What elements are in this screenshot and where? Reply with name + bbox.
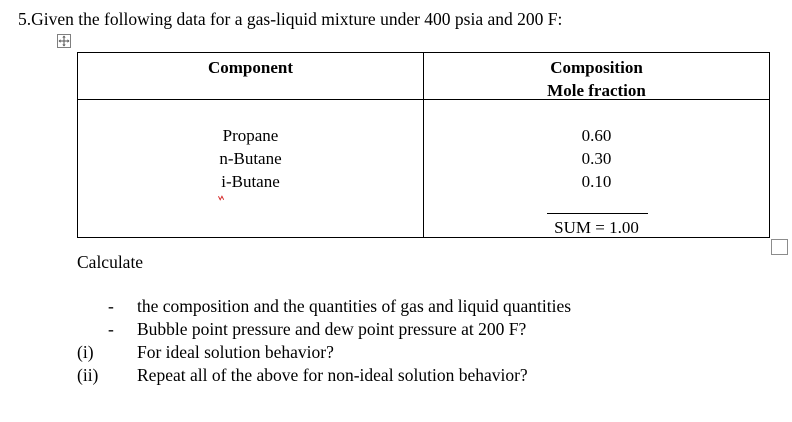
- table-resize-icon[interactable]: [771, 239, 788, 255]
- list-marker: (i): [77, 342, 94, 362]
- table-move-handle-icon[interactable]: [57, 34, 71, 48]
- list-marker: -: [108, 319, 114, 339]
- mole-fraction-value: 0.10: [581, 172, 612, 191]
- header-composition: [424, 56, 769, 102]
- spellcheck-squiggle-icon: [218, 195, 225, 201]
- header-composition-line1: Composition: [550, 58, 643, 77]
- move-arrows-icon: [58, 35, 70, 47]
- component-names-cell: [78, 124, 423, 193]
- component-name: i-Butane: [221, 172, 280, 191]
- question-title: 5.Given the following data for a gas-liquid mixture under 400 psia and 200 F:: [18, 9, 563, 29]
- list-marker: (ii): [77, 365, 99, 385]
- component-name: Propane: [222, 126, 279, 145]
- component-name: n-Butane: [219, 149, 282, 168]
- mole-fraction-cell: [424, 124, 769, 193]
- composition-table: [77, 52, 770, 238]
- component-name-row: [78, 170, 423, 193]
- task-item: Bubble point pressure and dew point pressure at 200 F?: [137, 319, 527, 339]
- calculate-heading: Calculate: [77, 252, 144, 272]
- mole-fraction-value: 0.30: [581, 149, 612, 168]
- sum-total: SUM = 1.00: [554, 218, 639, 237]
- task-item: For ideal solution behavior?: [137, 342, 334, 362]
- task-item: Repeat all of the above for non-ideal solution behavior?: [137, 365, 528, 385]
- mole-fraction-value: 0.60: [581, 126, 612, 145]
- header-component: Component: [207, 58, 293, 77]
- header-composition-line2: Mole fraction: [547, 81, 646, 100]
- task-item: the composition and the quantities of gas and liquid quantities: [137, 296, 572, 316]
- sum-divider: [547, 213, 648, 214]
- list-marker: -: [108, 296, 114, 316]
